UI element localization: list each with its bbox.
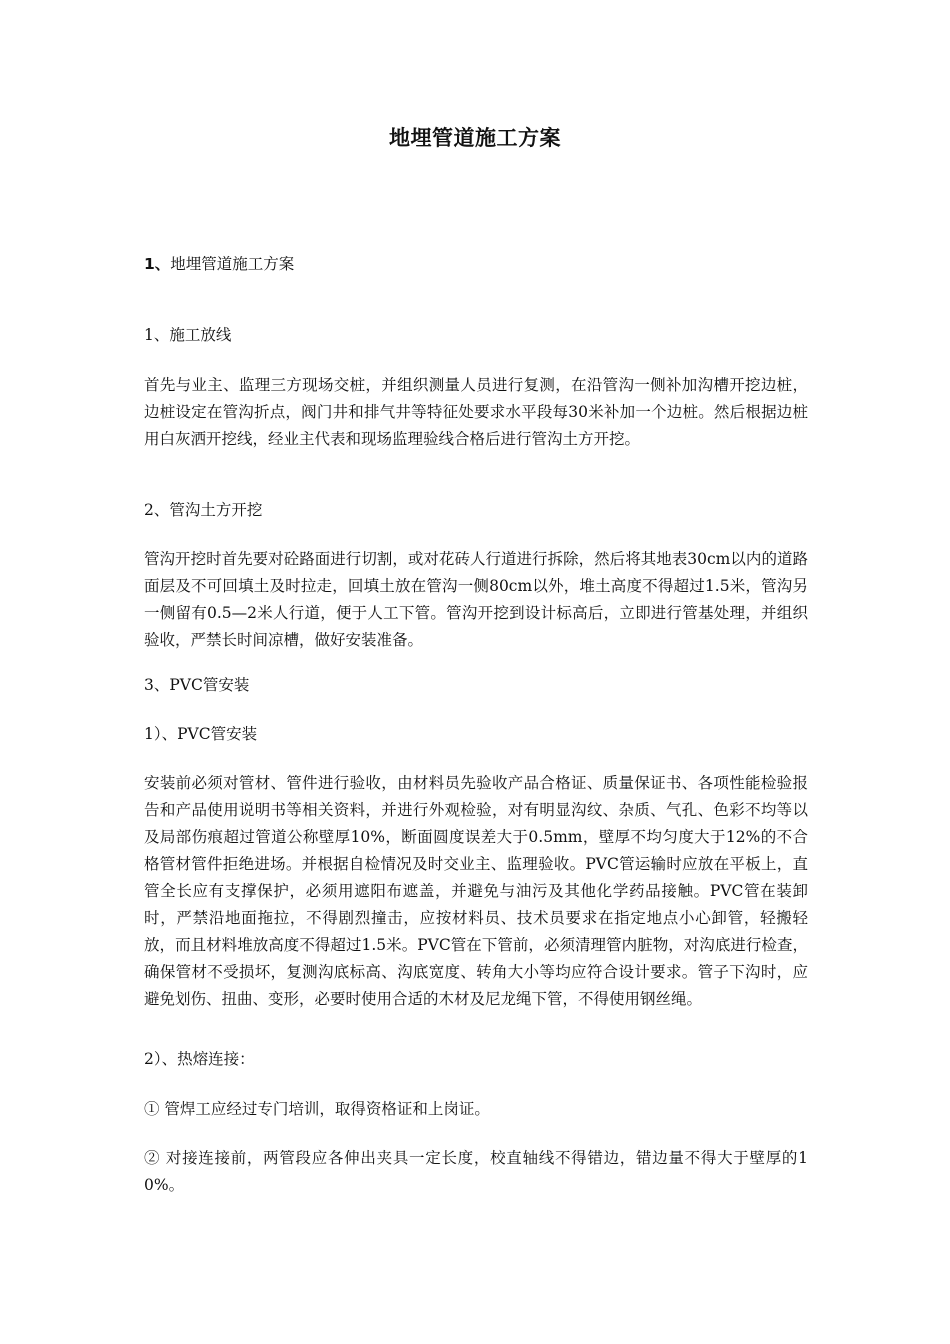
paragraph-pvc-install: 安装前必须对管材、管件进行验收，由材料员先验收产品合格证、质量保证书、各项性能检验报告和产品使用说明书等相关资料，并进行外观检验，对有明显沟纹、杂质、气孔、色彩不均等以及局部伤痕超过管道公称壁厚10%，断面圆度误差大于0.5mm，壁厚不均匀度大于12%的不合格管材管件拒绝进场。并根据自检情况及时交业主、监理验收。PVC管运输时应放在平板上，直管全长应有支撑保护，必须用遮阳布遮盖，并避免与油污及其他化学药品接触。PVC管在装卸时，严禁沿地面拖拉，不得剧烈撞击，应按材料员、技术员要求在指定地点小心卸管，轻搬轻放，而且材料堆放高度不得超过1.5米。PVC管在下管前，必须清理管内脏物，对沟底进行检查，确保管材不受损坏，复测沟底标高、沟底宽度、转角大小等均应符合设计要求。管子下沟时，应避免划伤、扭曲、变形，必要时使用合适的木材及尼龙绳下管，不得使用钢丝绳。 — [144, 774, 808, 1008]
paragraph-layout: 首先与业主、监理三方现场交桩，并组织测量人员进行复测，在沿管沟一侧补加沟槽开挖边桩，边桩设定在管沟折点，阀门井和排气井等特征处要求水平段每30米补加一个边桩。然后根据边桩用白灰洒开挖线，经业主代表和现场监理验线合格后进行管沟土方开挖。 — [144, 376, 808, 448]
item-heading-hot-melt: 2）、热熔连接： — [144, 1050, 255, 1068]
list-item-welder-training: ① 管焊工应经过专门培训，取得资格证和上岗证。 — [144, 1100, 490, 1118]
subsection-heading-layout: 1、施工放线 — [144, 326, 232, 344]
section-heading — [144, 252, 294, 274]
list-item-butt-joint: ② 对接连接前，两管段应各伸出夹具一定长度，校直轴线不得错边，错边量不得大于壁厚的10%。 — [144, 1149, 808, 1194]
subsection-heading-excavation: 2、管沟土方开挖 — [144, 501, 263, 519]
paragraph-excavation: 管沟开挖时首先要对砼路面进行切割，或对花砖人行道进行拆除，然后将其地表30cm以内的道路面层及不可回填土及时拉走，回填土放在管沟一侧80cm以外，堆土高度不得超过1.5米，管沟另一侧留有0.5—2米人行道，便于人工下管。管沟开挖到设计标高后，立即进行管基处理，并组织验收，严禁长时间凉槽，做好安装准备。 — [144, 550, 808, 649]
subsection-heading-pvc: 3、PVC管安装 — [144, 676, 250, 694]
item-heading-pvc-install: 1）、PVC管安装 — [144, 725, 258, 743]
section-number: 1、 — [144, 255, 171, 273]
document-title: 地埋管道施工方案 — [389, 125, 561, 150]
section-label: 地埋管道施工方案 — [170, 255, 295, 273]
